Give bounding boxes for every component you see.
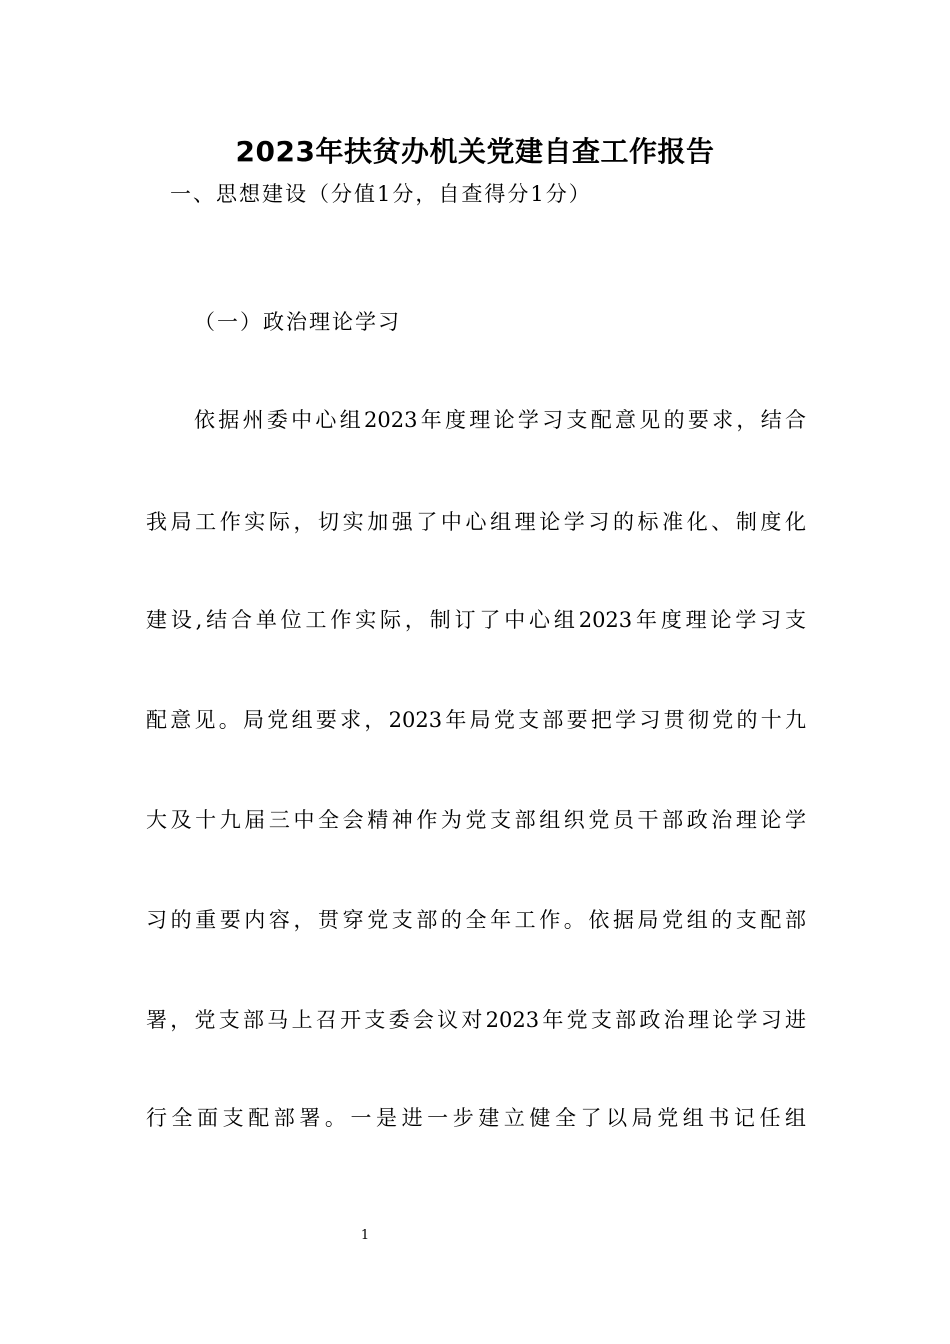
paragraph-line: 依据州委中心组2023年度理论学习支配意见的要求，结合 (194, 408, 806, 432)
section-heading: 一、思想建设（分值1分，自查得分1分） (170, 182, 592, 206)
paragraph-line: 署，党支部马上召开支委会议对2023年党支部政治理论学习进 (146, 1008, 806, 1032)
paragraph-line: 习的重要内容，贯穿党支部的全年工作。依据局党组的支配部 (146, 908, 806, 932)
paragraph-line: 大及十九届三中全会精神作为党支部组织党员干部政治理论学 (146, 808, 806, 832)
paragraph-line: 配意见。局党组要求，2023年局党支部要把学习贯彻党的十九 (146, 708, 806, 732)
page-number: 1 (360, 1228, 370, 1243)
paragraph-line: 行全面支配部署。一是进一步建立健全了以局党组书记任组 (146, 1106, 806, 1130)
paragraph-line: 我局工作实际，切实加强了中心组理论学习的标准化、制度化 (146, 510, 806, 534)
document-title: 2023年扶贫办机关党建自查工作报告 (235, 135, 715, 168)
paragraph-line: 建设,结合单位工作实际，制订了中心组2023年度理论学习支 (146, 608, 806, 632)
subsection-heading: （一）政治理论学习 (194, 310, 401, 334)
